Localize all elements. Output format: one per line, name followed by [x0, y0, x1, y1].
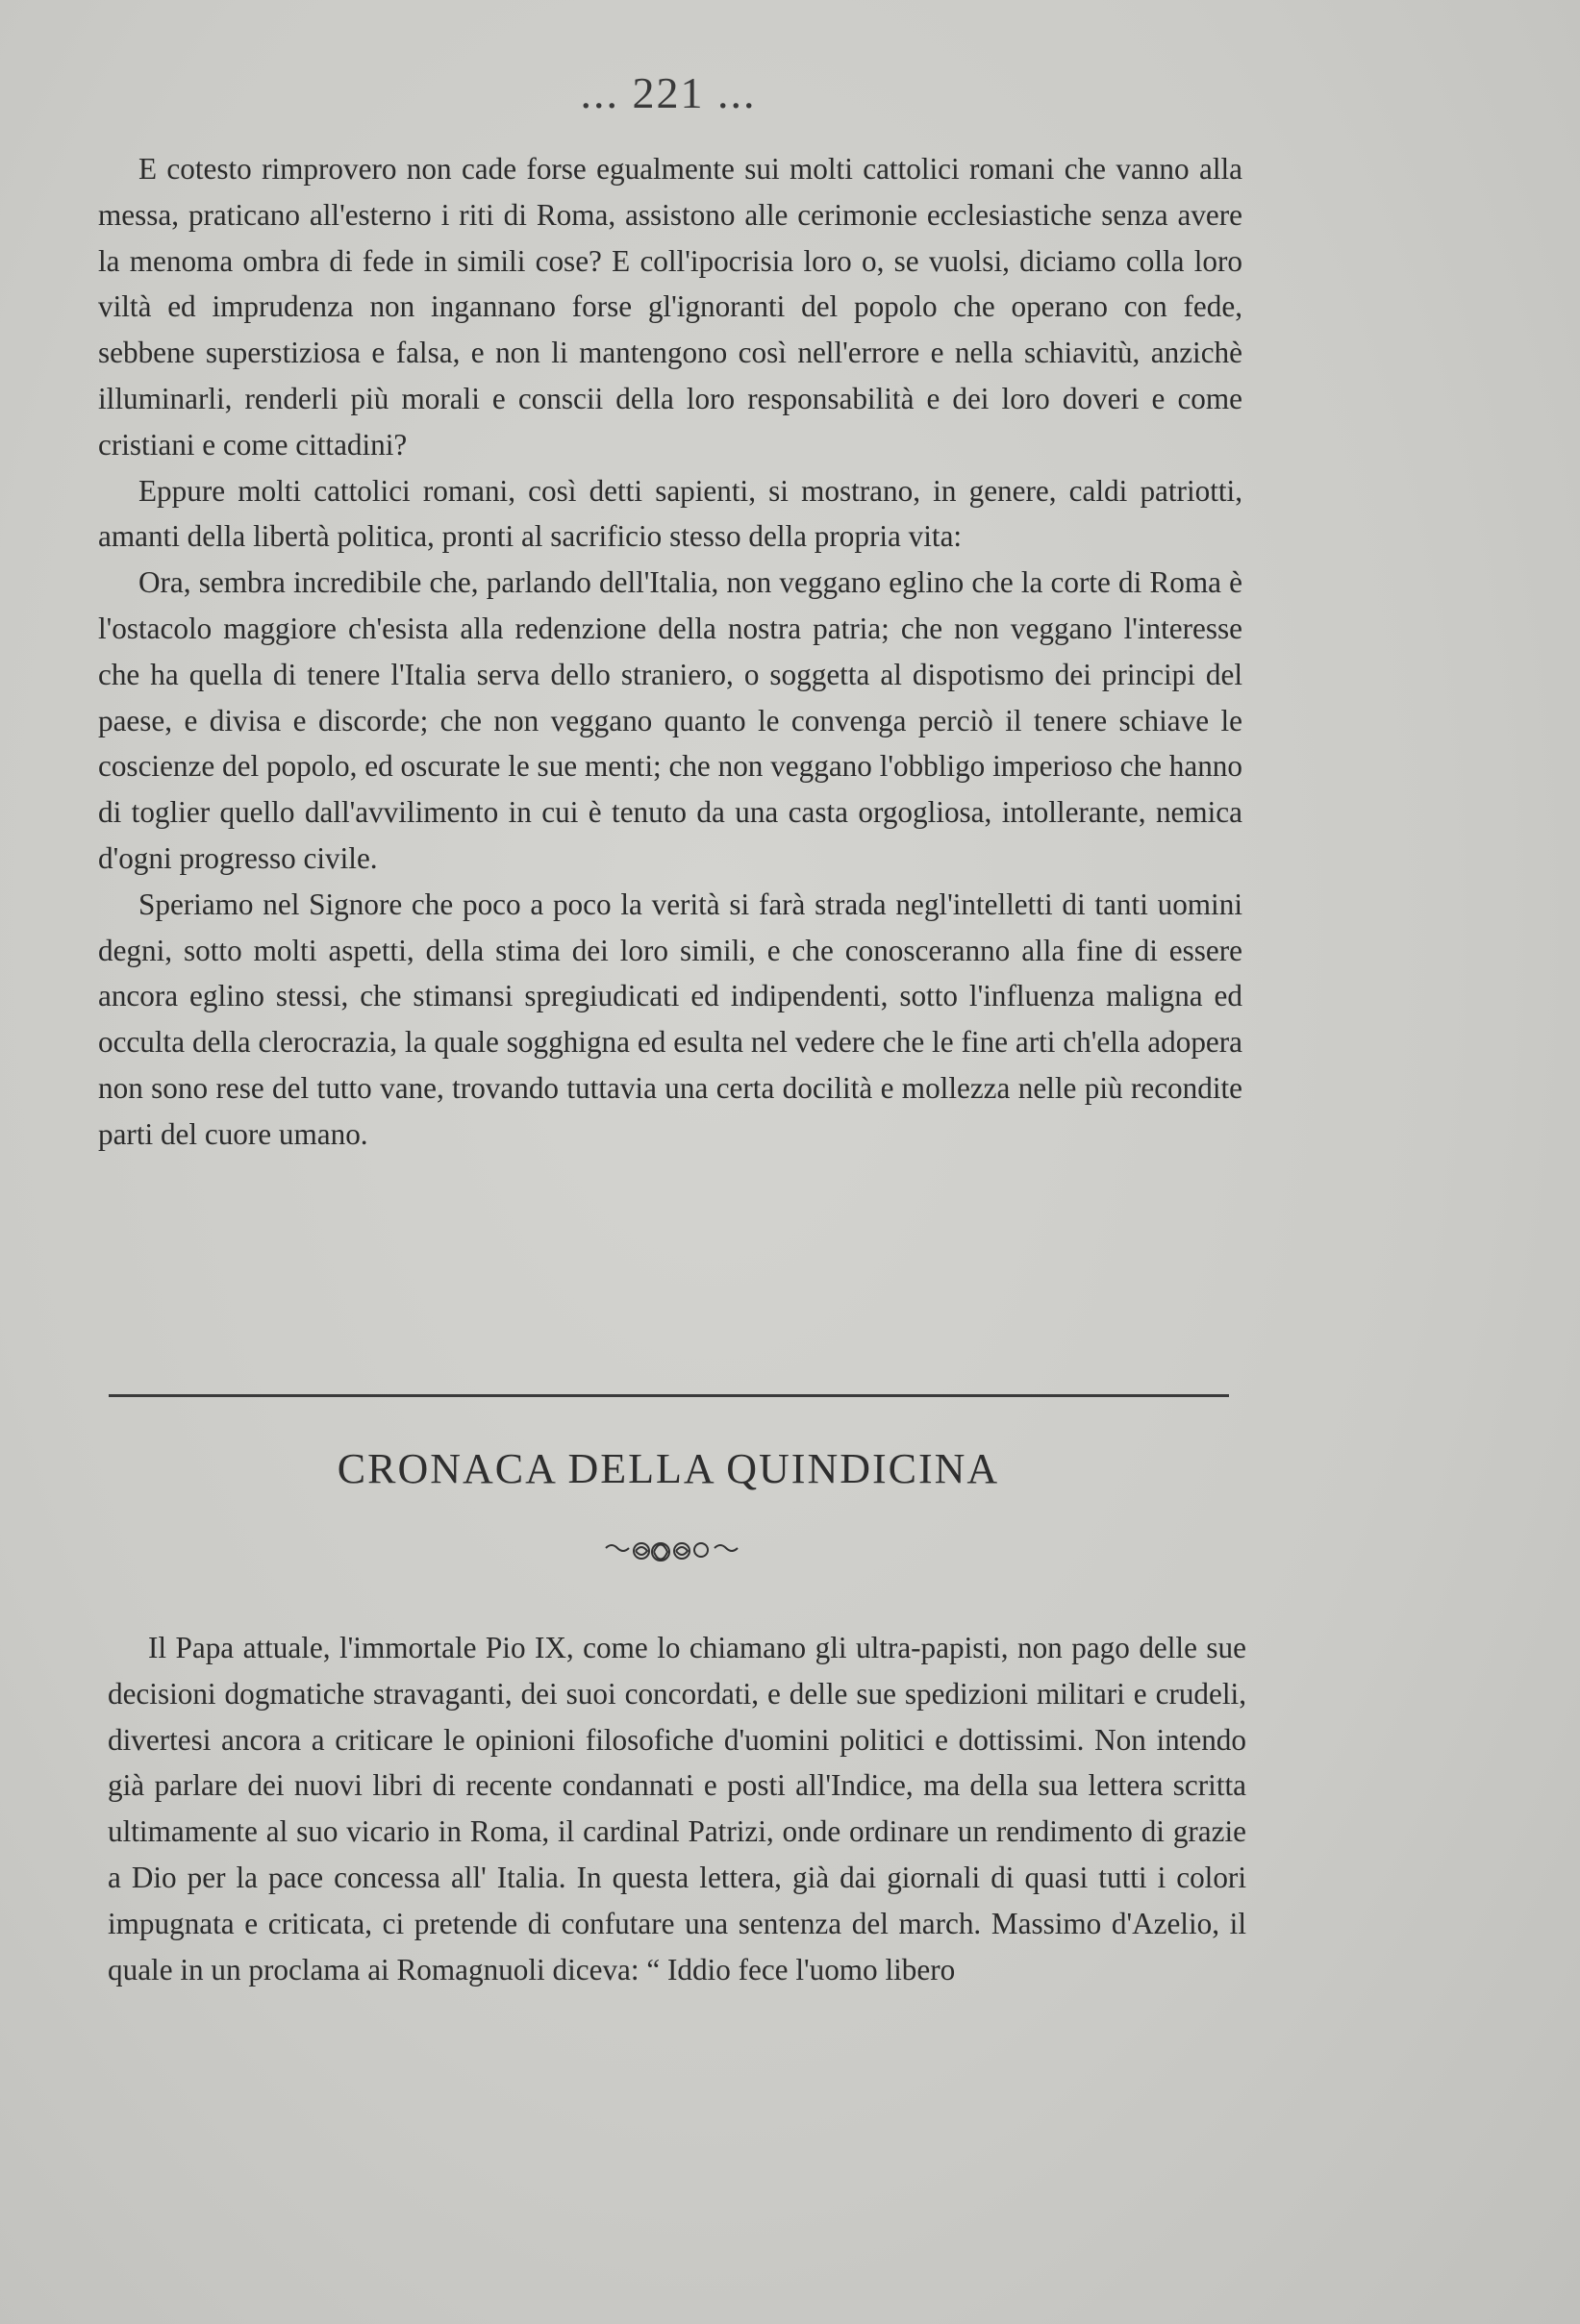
- section-title: CRONACA DELLA QUINDICINA: [337, 1445, 1000, 1492]
- paragraph: Il Papa attuale, l'immortale Pio IX, come lo chiamano gli ultra-papisti, non pago delle sue decisioni dogmatiche stravaganti, dei suoi concordati, e delle sue spedizioni militari e crudeli, divertesi ancora a criticare le opinioni filosofiche d'uomini politici e dottissimi. Non intendo già parlare dei nuovi libri di recente condannati e posti all'Indice, ma della sua lettera scritta ultimamente al suo vicario in Roma, il cardinal Patrizi, onde ordinare un rendimento di grazie a Dio per la pace concessa all' Italia. In questa lettera, già dai giornali di quasi tutti i colori impugnata e criticata, ci pretende di confutare una sentenza del march. Massimo d'Azelio, il quale in un proclama ai Romagnuoli diceva: “ Iddio fece l'uomo libero: [108, 1631, 1246, 1987]
- text-section-1: [98, 146, 1242, 1158]
- text-section-2: [108, 1625, 1246, 1992]
- paragraph: E cotesto rimprovero non cade forse egualmente sui molti cattolici romani che vanno alla messa, praticano all'esterno i riti di Roma, assistono alle cerimonie ecclesiastiche senza avere la menoma ombra di fede in simili cose? E coll'ipocrisia loro o, se vuolsi, diciamo colla loro viltà ed imprudenza non ingannano forse gl'ignoranti del popolo che operano con fede, sebbene superstiziosa e falsa, e non li mantengono così nell'errore e nella schiavitù, anzichè illuminarli, renderli più morali e conscii della loro responsabilità e dei loro doveri e come cristiani e come cittadini?: [98, 152, 1242, 462]
- page-number: ... 221 ...: [580, 68, 757, 117]
- section-divider-rule: [109, 1394, 1229, 1397]
- paragraph: Eppure molti cattolici romani, così detti sapienti, si mostrano, in genere, caldi patriotti, amanti della libertà politica, pronti al sacrificio stesso della propria vita:: [98, 473, 1242, 554]
- fleuron-ornament-icon: [601, 1537, 745, 1565]
- paragraph: Speriamo nel Signore che poco a poco la verità si farà strada negl'intelletti di tanti uomini degni, sotto molti aspetti, della stima dei loro simili, e che conosceranno alla fine di essere ancora eglino stessi, che stimansi spregiudicati ed indipendenti, sotto l'influenza maligna ed occulta della clerocrazia, la quale sogghigna ed esulta nel vedere che le fine arti ch'ella adopera non sono rese del tutto vane, trovando tuttavia una certa docilità e mollezza nelle più recondite parti del cuore umano.: [98, 887, 1242, 1151]
- paragraph: Ora, sembra incredibile che, parlando dell'Italia, non veggano eglino che la corte di Roma è l'ostacolo maggiore ch'esista alla redenzione della nostra patria; che non veggano l'interesse che ha quella di tenere l'Italia serva dello straniero, o soggetta al dispotismo dei principi del paese, e divisa e discorde; che non veggano quanto le convenga perciò il tenere schiave le coscienze del popolo, ed oscurate le sue menti; che non veggano l'obbligo imperioso che hanno di toglier quello dall'avvilimento in cui è tenuto da una casta orgogliosa, intollerante, nemica d'ogni progresso civile.: [98, 565, 1242, 875]
